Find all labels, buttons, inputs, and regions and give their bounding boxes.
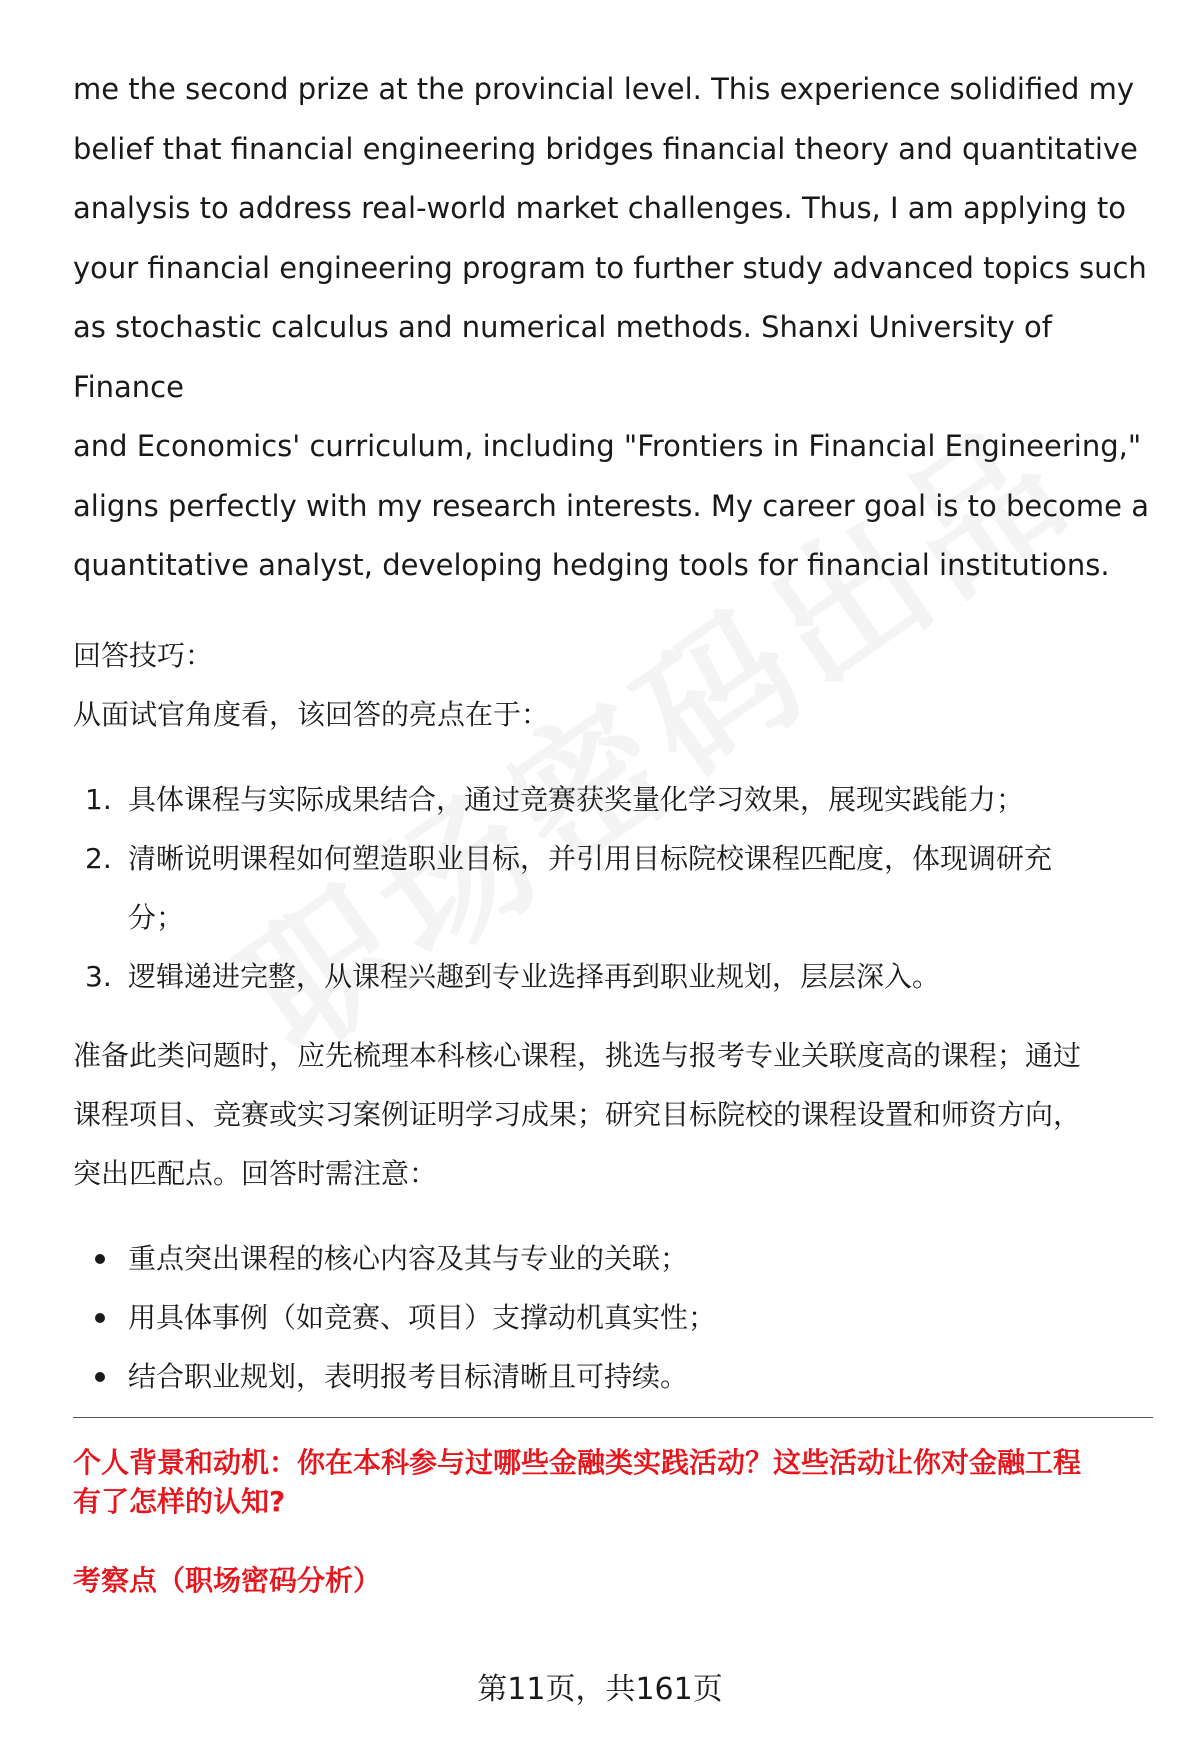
highlight-text: 具体课程与实际成果结合，通过竞赛获奖量化学习效果，展现实践能力； [128, 782, 1025, 816]
answer-paragraph [73, 60, 1153, 596]
note-text: 重点突出课程的核心内容及其与专业的关联； [128, 1241, 689, 1275]
page-content [73, 60, 1153, 1406]
bullet-icon [95, 1372, 105, 1382]
exam-point-heading: 考察点（职场密码分析） [73, 1564, 382, 1597]
highlight-text: 分； [128, 900, 185, 934]
answer-line: analysis to address real-world market challenges. Thus, I am applying to [73, 191, 1126, 225]
prep-line: 突出匹配点。回答时需注意： [73, 1156, 438, 1190]
highlight-text: 清晰说明课程如何塑造职业目标，并引用目标院校课程匹配度，体现调研充 [128, 841, 1053, 875]
answer-line: quantitative analyst, developing hedging tools for financial institutions. [73, 548, 1110, 582]
question-line: 有了怎样的认知? [73, 1485, 286, 1518]
list-number: 3. [85, 959, 112, 993]
highlights-list [73, 770, 1153, 1006]
answer-line: belief that financial engineering bridges financial theory and quantitative [73, 131, 1138, 166]
preparation-paragraph [73, 1026, 1153, 1203]
note-text: 结合职业规划，表明报考目标清晰且可持续。 [128, 1359, 689, 1393]
highlights-intro: 从面试官角度看，该回答的亮点在于： [73, 697, 550, 731]
answer-line: and Economics' curriculum, including "Frontiers in Financial Engineering," [73, 429, 1142, 463]
question-line: 个人背景和动机：你在本科参与过哪些金融类实践活动？这些活动让你对金融工程 [73, 1446, 1082, 1479]
prep-line: 课程项目、竞赛或实习案例证明学习成果；研究目标院校的课程设置和师资方向， [73, 1097, 1082, 1131]
note-item [73, 1288, 1153, 1347]
highlight-item [73, 829, 1153, 947]
question-heading [73, 1443, 1153, 1521]
note-item [73, 1229, 1153, 1288]
section-divider [73, 1417, 1153, 1418]
highlight-item [73, 770, 1153, 829]
highlight-text: 逻辑递进完整，从课程兴趣到专业选择再到职业规划，层层深入。 [128, 959, 941, 993]
notes-list [73, 1229, 1153, 1406]
answer-line: as stochastic calculus and numerical methods. Shanxi University of Finance [73, 310, 1052, 404]
highlight-item [73, 947, 1153, 1006]
list-number: 1. [85, 782, 112, 816]
bullet-icon [95, 1313, 105, 1323]
page-footer: 第11页，共161页 [477, 1672, 723, 1707]
note-item [73, 1347, 1153, 1406]
tips-label: 回答技巧： [73, 638, 214, 672]
answer-line: me the second prize at the provincial level. This experience solidified my [73, 72, 1135, 106]
answer-line: aligns perfectly with my research interests. My career goal is to become a [73, 488, 1149, 523]
answer-line: your financial engineering program to further study advanced topics such [73, 250, 1147, 285]
prep-line: 准备此类问题时，应先梳理本科核心课程，挑选与报考专业关联度高的课程；通过 [73, 1038, 1082, 1072]
bullet-icon [95, 1254, 105, 1264]
list-number: 2. [85, 841, 112, 875]
note-text: 用具体事例（如竞赛、项目）支撑动机真实性； [128, 1300, 717, 1334]
